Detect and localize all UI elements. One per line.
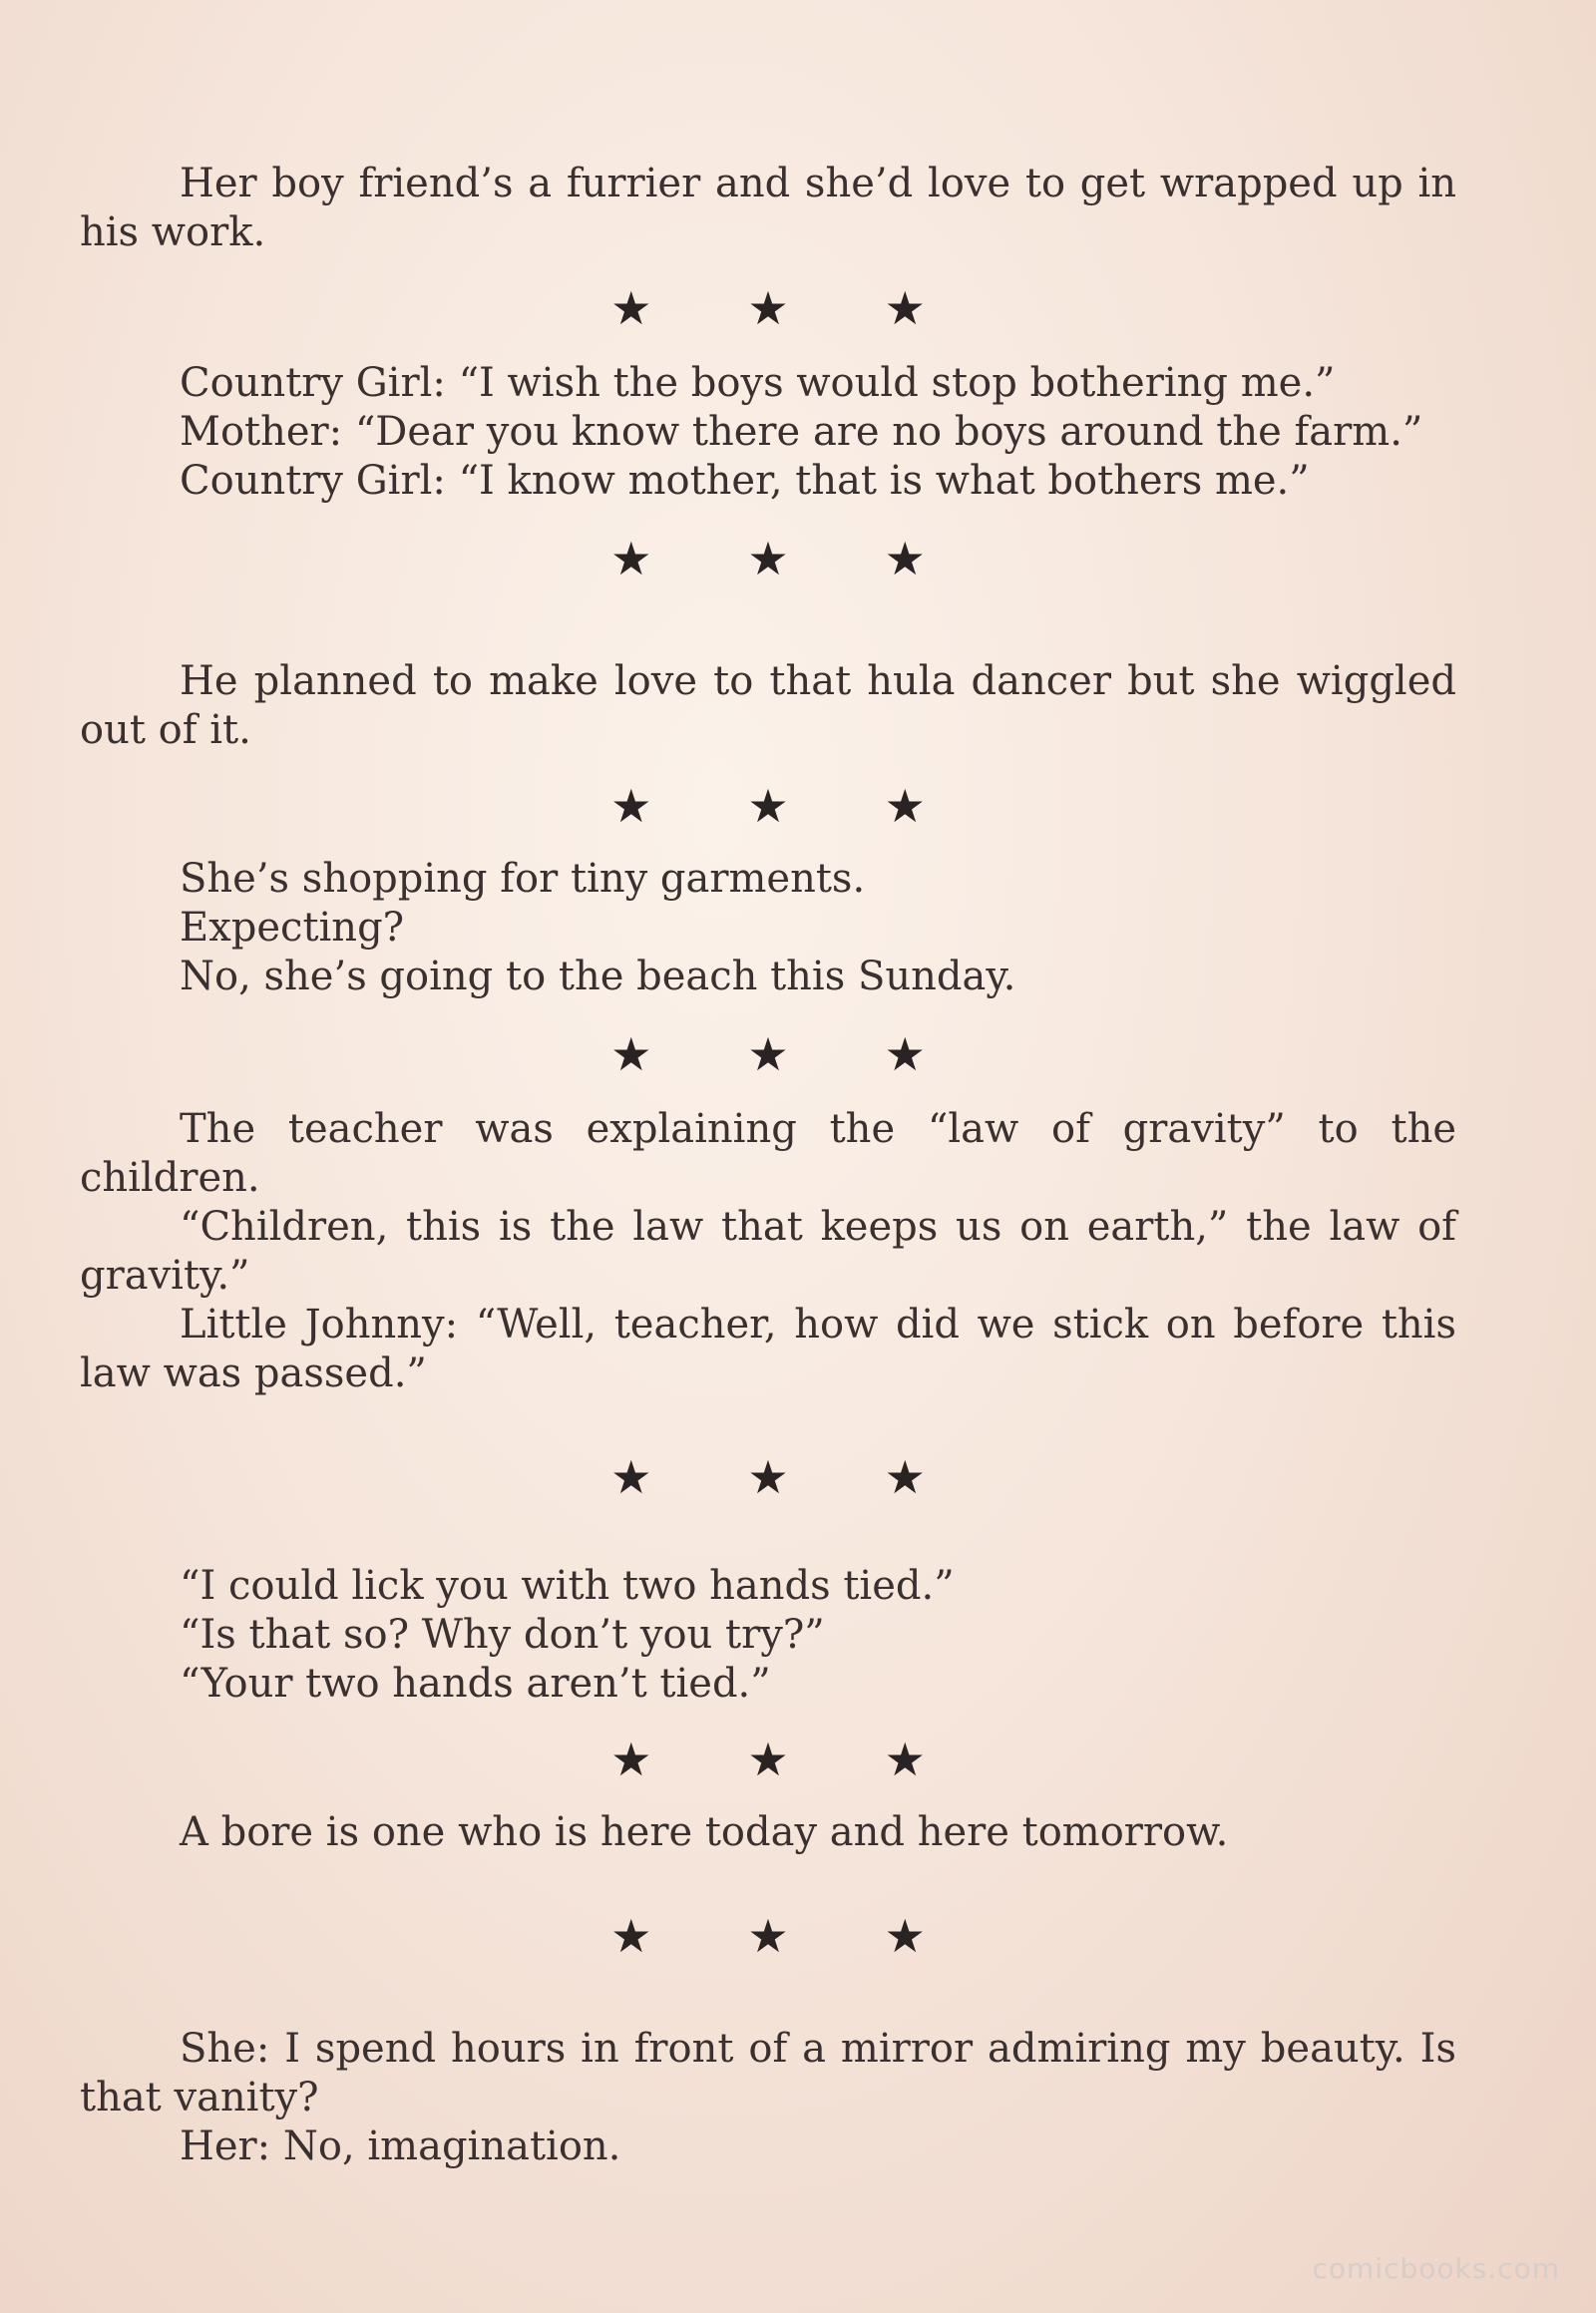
- joke-page: [80, 150, 1456, 2171]
- star-separator: [80, 532, 1456, 585]
- star-separator: [80, 281, 1456, 335]
- star-icon: ★: [747, 779, 789, 833]
- joke-block: [80, 2025, 1456, 2171]
- star-separator: [80, 1027, 1456, 1081]
- joke-paragraph: Country Girl: “I wish the boys would stop bothering me.”: [180, 360, 1336, 406]
- star-icon: ★: [884, 1027, 926, 1081]
- joke-paragraph: She’s shopping for tiny garments.: [180, 856, 866, 902]
- star-icon: ★: [610, 1909, 652, 1963]
- star-icon: ★: [610, 1027, 652, 1081]
- star-icon: ★: [884, 779, 926, 833]
- star-icon: ★: [610, 779, 652, 833]
- star-icon: ★: [884, 1450, 926, 1504]
- joke-paragraph: “Is that so? Why don’t you try?”: [180, 1612, 825, 1658]
- star-separator: [80, 1909, 1456, 1963]
- star-separator: [80, 1450, 1456, 1504]
- joke-paragraph: She: I spend hours in front of a mirror admiring my beauty. Is that vanity?: [80, 2026, 1456, 2120]
- joke-paragraph: No, she’s going to the beach this Sunday.: [180, 954, 1016, 999]
- joke-block: [80, 1562, 1456, 1709]
- joke-block: [80, 855, 1456, 1001]
- joke-paragraph: He planned to make love to that hula dancer but she wiggled out of it.: [80, 658, 1456, 753]
- star-icon: ★: [610, 281, 652, 335]
- star-icon: ★: [884, 1733, 926, 1786]
- star-icon: ★: [884, 281, 926, 335]
- joke-paragraph: A bore is one who is here today and here tomorrow.: [180, 1809, 1229, 1855]
- joke-block: [80, 359, 1456, 506]
- joke-paragraph: Her: No, imagination.: [180, 2123, 621, 2169]
- joke-paragraph: The teacher was explaining the “law of gravity” to the children.: [80, 1106, 1456, 1201]
- joke-paragraph: “Children, this is the law that keeps us on earth,” the law of gravity.”: [80, 1204, 1456, 1299]
- joke-paragraph: “Your two hands aren’t tied.”: [180, 1661, 771, 1707]
- star-separator: [80, 779, 1456, 833]
- joke-paragraph: Her boy friend’s a furrier and she’d love to get wrapped up in his work.: [80, 161, 1456, 255]
- star-icon: ★: [747, 1450, 789, 1504]
- joke-paragraph: Little Johnny: “Well, teacher, how did we stick on before this law was passed.”: [80, 1302, 1456, 1396]
- joke-paragraph: Mother: “Dear you know there are no boys around the farm.”: [180, 409, 1423, 455]
- star-icon: ★: [747, 1733, 789, 1786]
- star-icon: ★: [884, 1909, 926, 1963]
- joke-block: [80, 1808, 1456, 1857]
- star-icon: ★: [747, 1909, 789, 1963]
- joke-paragraph: Country Girl: “I know mother, that is what bothers me.”: [180, 458, 1310, 504]
- star-icon: ★: [747, 1027, 789, 1081]
- star-icon: ★: [747, 532, 789, 585]
- star-separator: [80, 1733, 1456, 1786]
- joke-paragraph: “I could lick you with two hands tied.”: [180, 1563, 955, 1609]
- star-icon: ★: [747, 281, 789, 335]
- watermark: comicbooks.com: [1312, 2252, 1560, 2285]
- star-icon: ★: [884, 532, 926, 585]
- joke-paragraph: Expecting?: [180, 905, 405, 951]
- joke-block: [80, 160, 1456, 257]
- star-icon: ★: [610, 532, 652, 585]
- star-icon: ★: [610, 1733, 652, 1786]
- joke-block: [80, 657, 1456, 755]
- joke-block: [80, 1105, 1456, 1398]
- star-icon: ★: [610, 1450, 652, 1504]
